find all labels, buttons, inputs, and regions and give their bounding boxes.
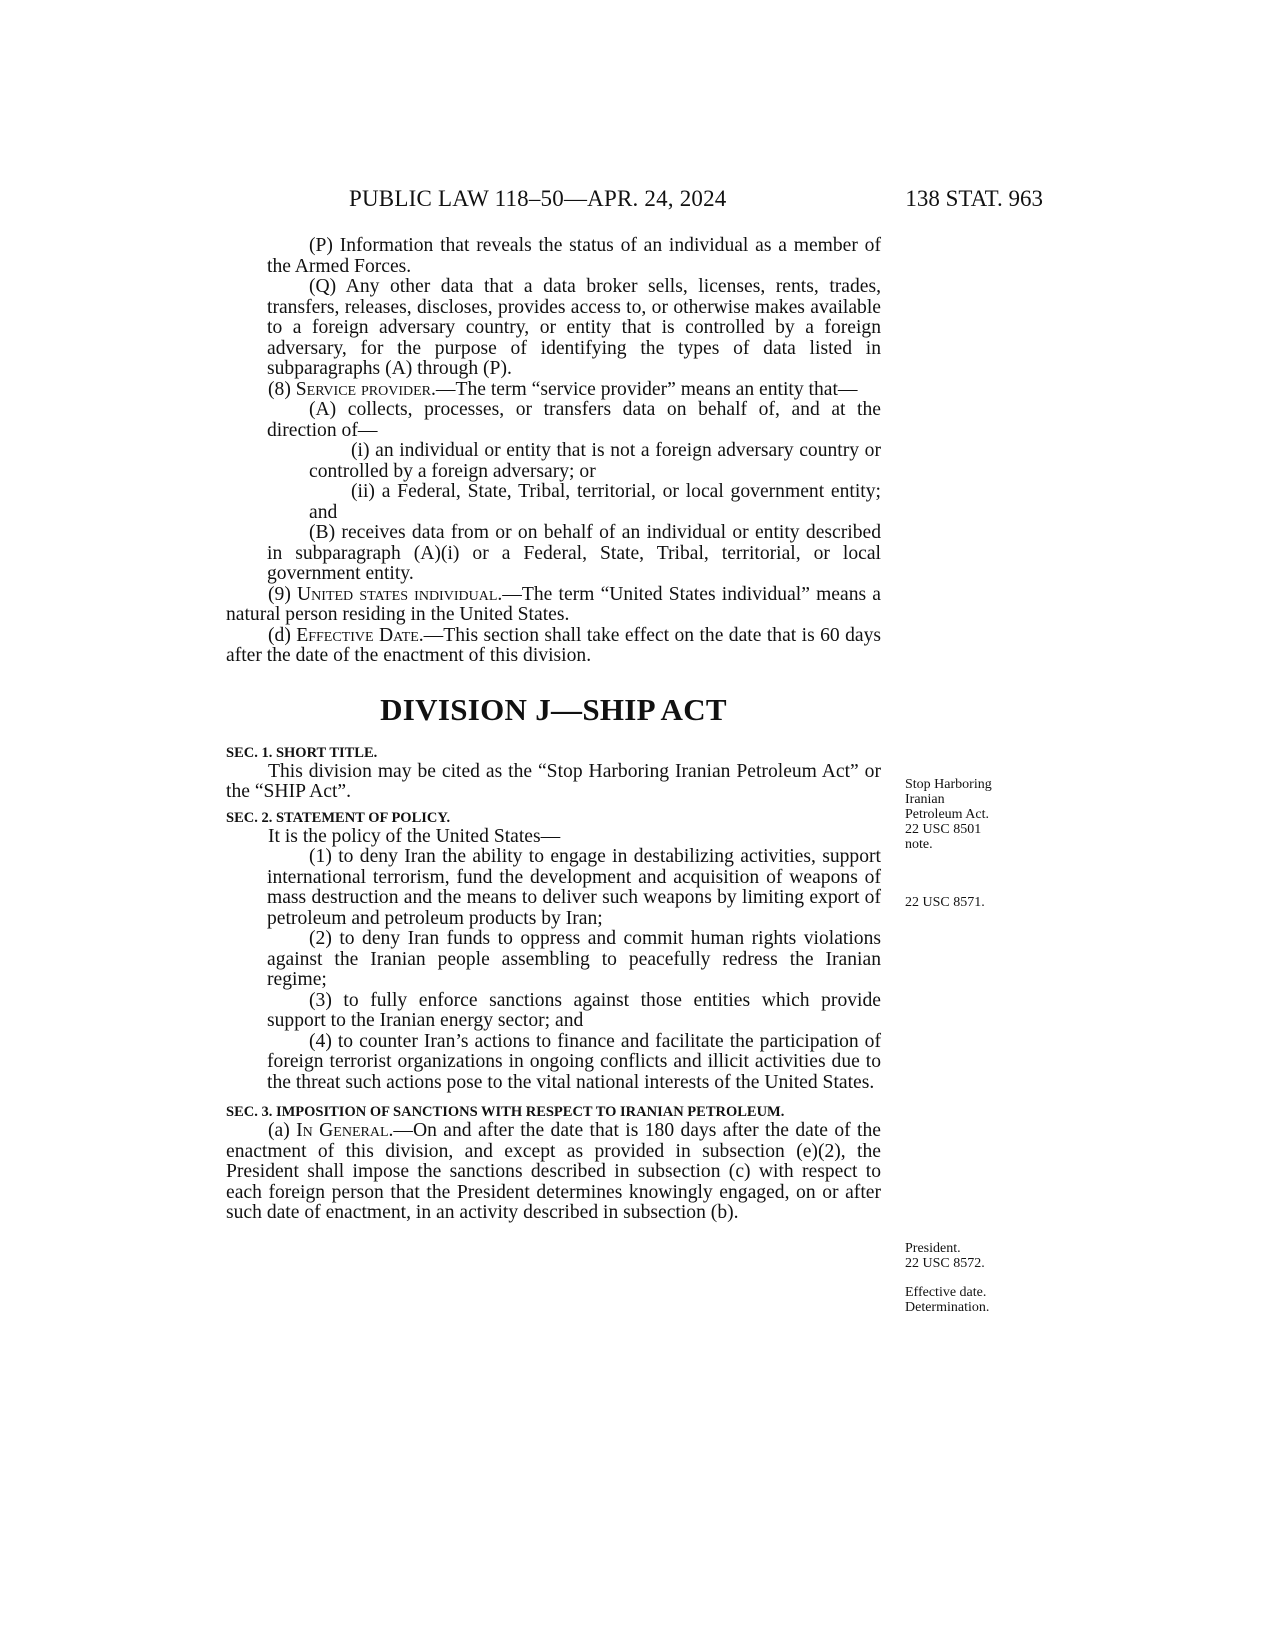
- running-header-title: PUBLIC LAW 118–50—APR. 24, 2024: [349, 186, 727, 211]
- subsection-d-text: .—This section shall take effect on the date that is 60 days after the date of the enactment of this division.: [226, 624, 881, 666]
- margin-note-line: note.: [905, 837, 933, 852]
- margin-note-line: 22 USC 8571.: [905, 895, 985, 910]
- margin-note-line: Stop Harboring: [905, 777, 992, 792]
- sec2-item-4: (4) to counter Iran’s actions to finance and facilitate the participation of foreign terrorist organizations in ongoing conflicts and illicit activities due to the threat such actions pose to the vital national interests of the United States.: [267, 1030, 881, 1093]
- paragraph-8-heading: Service provider: [295, 378, 431, 400]
- margin-note-line: Determination.: [905, 1300, 990, 1315]
- margin-note-line: Iranian: [905, 792, 945, 807]
- paragraph-9-text: .—The term “United States individual” means a natural person residing in the United States.: [226, 583, 881, 625]
- page-number: 138 STAT. 963: [905, 186, 1043, 211]
- paragraph-P: (P) Information that reveals the status of an individual as a member of the Armed Forces.: [267, 235, 881, 277]
- margin-note-line: Petroleum Act.: [905, 807, 989, 822]
- margin-note-short-title: [905, 777, 1030, 852]
- margin-note-line: Effective date.: [905, 1285, 987, 1300]
- body-text: [226, 236, 881, 1224]
- subsection-d-number: (d): [268, 624, 297, 646]
- sec3-a-number: (a): [268, 1120, 297, 1141]
- margin-note-line: President.: [905, 1241, 961, 1256]
- sec2-item-2: (2) to deny Iran funds to oppress and commit human rights violations against the Iranian people assembling to peacefully redress the Iranian regime;: [267, 928, 881, 990]
- paragraph-8-number: (8): [268, 378, 296, 400]
- margin-note-sanctions: [905, 1241, 1030, 1271]
- sec2-item-1: (1) to deny Iran the ability to engage in destabilizing activities, support international terrorism, fund the development and acquisition of weapons of mass destruction and the means to deliver such weapons by limiting export of petroleum and petroleum products by Iran;: [267, 846, 881, 929]
- paragraph-9: [226, 585, 881, 626]
- margin-note-policy: [905, 895, 1030, 910]
- sec3-subsection-a: [226, 1121, 881, 1224]
- sec2-heading: SEC. 2. STATEMENT OF POLICY.: [226, 809, 451, 826]
- paragraph-9-number: (9): [268, 583, 298, 605]
- sec1-text: This division may be cited as the “Stop Harboring Iranian Petroleum Act” or the “SHIP Act”.: [226, 760, 881, 802]
- paragraph-8-A-ii: (ii) a Federal, State, Tribal, territorial, or local government entity; and: [309, 481, 881, 523]
- sec2-item-3: (3) to fully enforce sanctions against those entities which provide support to the Iranian energy sector; and: [267, 989, 881, 1031]
- sec3-heading: SEC. 3. IMPOSITION OF SANCTIONS WITH RESPECT TO IRANIAN PETROLEUM.: [226, 1104, 785, 1120]
- sec2-intro: It is the policy of the United States—: [268, 825, 561, 847]
- margin-note-line: 22 USC 8501: [905, 822, 982, 837]
- subsection-d-heading: Effective Date: [296, 624, 419, 646]
- division-title: DIVISION J—SHIP ACT: [380, 691, 727, 727]
- paragraph-Q: (Q) Any other data that a data broker sells, licenses, rents, trades, transfers, releases, discloses, provides access to, or otherwise makes available to a foreign adversary country, or entity that is controlled by a foreign adversary, for the purpose of identifying the types of data listed in subparagraphs (A) through (P).: [267, 276, 881, 379]
- sec3-a-heading: In General: [296, 1120, 389, 1141]
- margin-note-effective-date: [905, 1285, 1030, 1315]
- subsection-d: [226, 626, 881, 667]
- paragraph-8-A: (A) collects, processes, or transfers data on behalf of, and at the direction of—: [267, 399, 881, 441]
- paragraph-8-B: (B) receives data from or on behalf of an individual or entity described in subparagraph (A)(i) or a Federal, State, Tribal, territorial, or local government entity.: [267, 522, 881, 584]
- paragraph-8: [226, 380, 881, 401]
- paragraph-8-text: .—The term “service provider” means an entity that—: [430, 378, 858, 400]
- sec1-heading: SEC. 1. SHORT TITLE.: [226, 744, 378, 761]
- margin-note-line: 22 USC 8572.: [905, 1256, 985, 1271]
- sec3-a-text: .—On and after the date that is 180 days after the date of the enactment of this division, and except as provided in subsection (e)(2), the President shall impose the sanctions described in subsection (c) with respect to each foreign person that the President determines knowingly engaged, on or after such date of enactment, in an activity described in subsection (b).: [226, 1120, 881, 1223]
- paragraph-8-A-i: (i) an individual or entity that is not a foreign adversary country or controlled by a foreign adversary; or: [309, 440, 881, 482]
- paragraph-9-heading: United states individual: [297, 583, 498, 605]
